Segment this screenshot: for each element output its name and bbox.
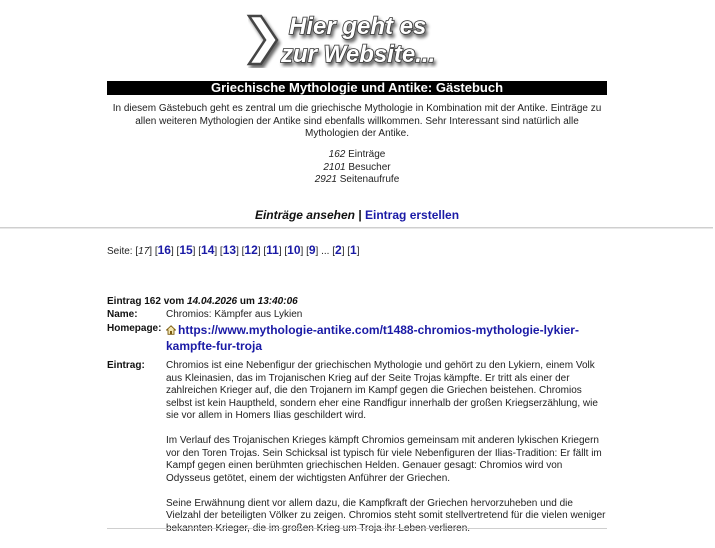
- entry-header: Eintrag 162 vom 14.04.2026 um 13:40:06: [107, 296, 298, 307]
- homepage-label: Homepage:: [107, 323, 162, 334]
- entry-divider: [107, 528, 607, 529]
- name-label: Name:: [107, 309, 138, 320]
- pagination: Seite: [17] [16] [15] [14] [13] [12] [11] [10] [9] ... [2] [1]: [107, 243, 360, 257]
- guestbook-description: In diesem Gästebuch geht es zentral um die griechische Mythologie in Kombination mit der Antike. Einträge zu allen weiteren Mythologien der Antike sind ebenfalls willkommen. Sehr Interessant sind natürlich alle Mythologien der Antike.: [112, 103, 602, 139]
- page-link-11[interactable]: 11: [266, 243, 279, 257]
- homepage-link[interactable]: https://www.mythologie-antike.com/t1488-chromios-mythologie-lykier-kampfte-fur-troja: [166, 323, 579, 353]
- stat-pageviews: 2921 Seitenaufrufe: [314, 174, 400, 185]
- divider: [0, 227, 713, 229]
- entry-text: [166, 360, 607, 548]
- stat-visitors: 2101 Besucher: [323, 161, 391, 173]
- page-link-1[interactable]: 1: [350, 243, 357, 257]
- page-link-16[interactable]: 16: [157, 243, 171, 257]
- page-link-10[interactable]: 10: [287, 243, 301, 257]
- page-link-2[interactable]: 2: [335, 243, 342, 257]
- stat-entries: 162 Einträge: [328, 149, 386, 160]
- create-entry-link[interactable]: Eintrag erstellen: [365, 208, 460, 222]
- page-title: Griechische Mythologie und Antike: Gästebuch: [107, 81, 607, 95]
- entry-date: 14.04.2026: [187, 296, 238, 307]
- entry-paragraph: Chromios ist eine Nebenfigur der griechischen Mythologie und gehört zu den Lykiern, einem Volk aus Kleinasien, das im Trojanischen Krieg auf der Seite Trojas kämpfte. Er tritt als einer der zahlreichen Krieger auf, die den Trojanern im Kampf gegen die Griechen beistehen. Chromios selbst ist kein Hauptheld, sondern eher eine Randfigur innerhalb der großen Kriegserzählung, wie sie vor allem in Homers Ilias geschildert wird.: [166, 360, 598, 421]
- home-icon: [166, 325, 176, 335]
- entry-paragraph: Im Verlauf des Trojanischen Krieges kämpft Chromios gemeinsam mit anderen lykischen Kriegern vor den Toren Trojas. Sein Schicksal ist typisch für viele Nebenfiguren der Ilias-Tradition: Er fällt im Kampf gegen einen berühmten griechischen Helden. Genauer gesagt: Chromios wird von Odysseus getötet, einem der wichtigsten Anführer der Griechen.: [166, 435, 602, 484]
- guestbook-stats: [107, 149, 607, 187]
- entry-paragraph: Seine Erwähnung dient vor allem dazu, die Kampfkraft der Griechen hervorzuheben und die Vielzahl der beteiligten Völker zu zeigen. Chromios steht somit stellvertretend für die vielen weniger bekannten Krieger, die im großen Krieg um Troja ihr Leben verlieren.: [166, 497, 606, 534]
- entry-time: 13:40:06: [257, 296, 298, 307]
- page-link-14[interactable]: 14: [201, 243, 215, 257]
- entry-name: Chromios: Kämpfer aus Lykien: [166, 309, 303, 320]
- page-link-12[interactable]: 12: [244, 243, 258, 257]
- pager-ellipsis: ...: [321, 246, 330, 257]
- chevron-right-icon: [245, 10, 475, 68]
- page-link-15[interactable]: 15: [179, 243, 193, 257]
- svg-text:zur Website...: zur Website...: [281, 41, 436, 68]
- website-logo-link[interactable]: [245, 10, 475, 68]
- view-entries-current: Einträge ansehen: [254, 208, 355, 222]
- entry-text-label: Eintrag:: [107, 360, 145, 371]
- page-current: 17: [138, 246, 150, 257]
- nav-separator: |: [358, 208, 362, 222]
- page-link-13[interactable]: 13: [222, 243, 237, 257]
- guestbook-nav: [107, 208, 607, 222]
- entry-number: 162: [144, 296, 161, 307]
- svg-text:Hier geht es: Hier geht es: [289, 13, 427, 40]
- page-link-9[interactable]: 9: [308, 243, 316, 257]
